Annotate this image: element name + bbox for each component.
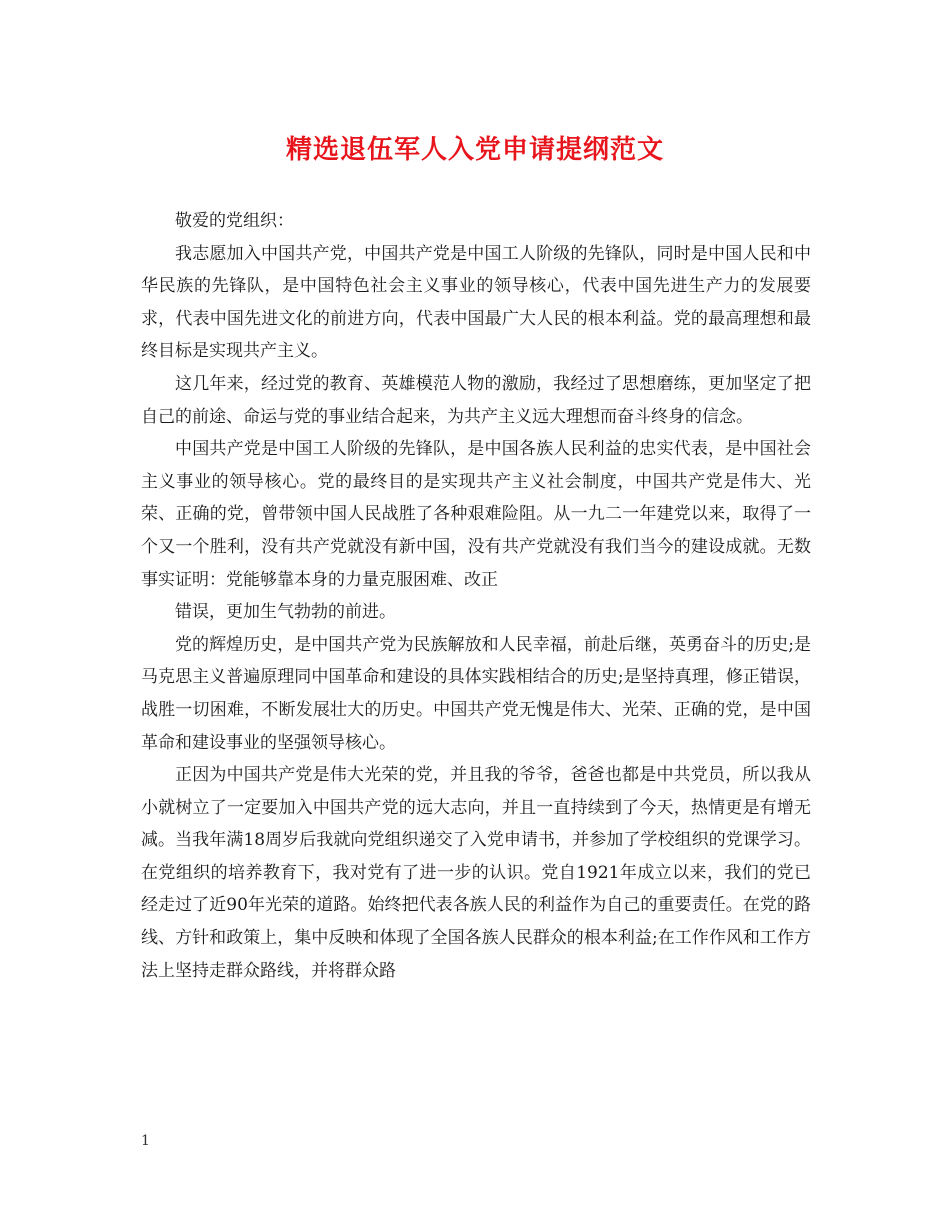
paragraph-3: 中国共产党是中国工人阶级的先锋队，是中国各族人民利益的忠实代表，是中国社会主义事业的领导核心。党的最终目的是实现共产主义社会制度，中国共产党是伟大、光荣、正确的党，曾带领中国人民战胜了各种艰难险阻。从一九二一年建党以来，取得了一个又一个胜利，没有共产党就没有新中国，没有共产党就没有我们当今的建设成就。无数事实证明：党能够靠本身的力量克服困难、改正 xyxy=(141,439,811,590)
paragraph-2: 这几年来，经过党的教育、英雄模范人物的激励，我经过了思想磨练，更加坚定了把自己的前途、命运与党的事业结合起来，为共产主义远大理想而奋斗终身的信念。 xyxy=(141,373,811,427)
paragraph-6: 正因为中国共产党是伟大光荣的党，并且我的爷爷，爸爸也都是中共党员，所以我从小就树立了一定要加入中国共产党的远大志向，并且一直持续到了今天，热情更是有增无减。当我年满18周岁后我就向党组织递交了入党申请书，并参加了学校组织的党课学习。在党组织的培养教育下，我对党有了进一步的认识。党自1921年成立以来，我们的党已经走过了近90年光荣的道路。始终把代表各族人民的利益作为自己的重要责任。在党的路线、方针和政策上，集中反映和体现了全国各族人民群众的根本利益;在工作作风和工作方法上坚持走群众路线，并将群众路 xyxy=(141,765,811,981)
paragraph-1: 我志愿加入中国共产党，中国共产党是中国工人阶级的先锋队，同时是中国人民和中华民族的先锋队，是中国特色社会主义事业的领导核心，代表中国先进生产力的发展要求，代表中国先进文化的前进方向，代表中国最广大人民的根本利益。党的最高理想和最终目标是实现共产主义。 xyxy=(141,243,811,362)
salutation: 敬爱的党组织： xyxy=(175,211,294,231)
document-title: 精选退伍军人入党申请提纲范文 xyxy=(285,135,664,165)
document-body xyxy=(141,205,811,987)
paragraph-5: 党的辉煌历史，是中国共产党为民族解放和人民幸福，前赴后继，英勇奋斗的历史;是马克思主义普遍原理同中国革命和建设的具体实践相结合的历史;是坚持真理，修正错误，战胜一切困难，不断发展壮大的历史。中国共产党无愧是伟大、光荣、正确的党，是中国革命和建设事业的坚强领导核心。 xyxy=(141,634,811,753)
paragraph-4: 错误，更加生气勃勃的前进。 xyxy=(175,602,396,623)
page-number: 1 xyxy=(141,1133,150,1149)
